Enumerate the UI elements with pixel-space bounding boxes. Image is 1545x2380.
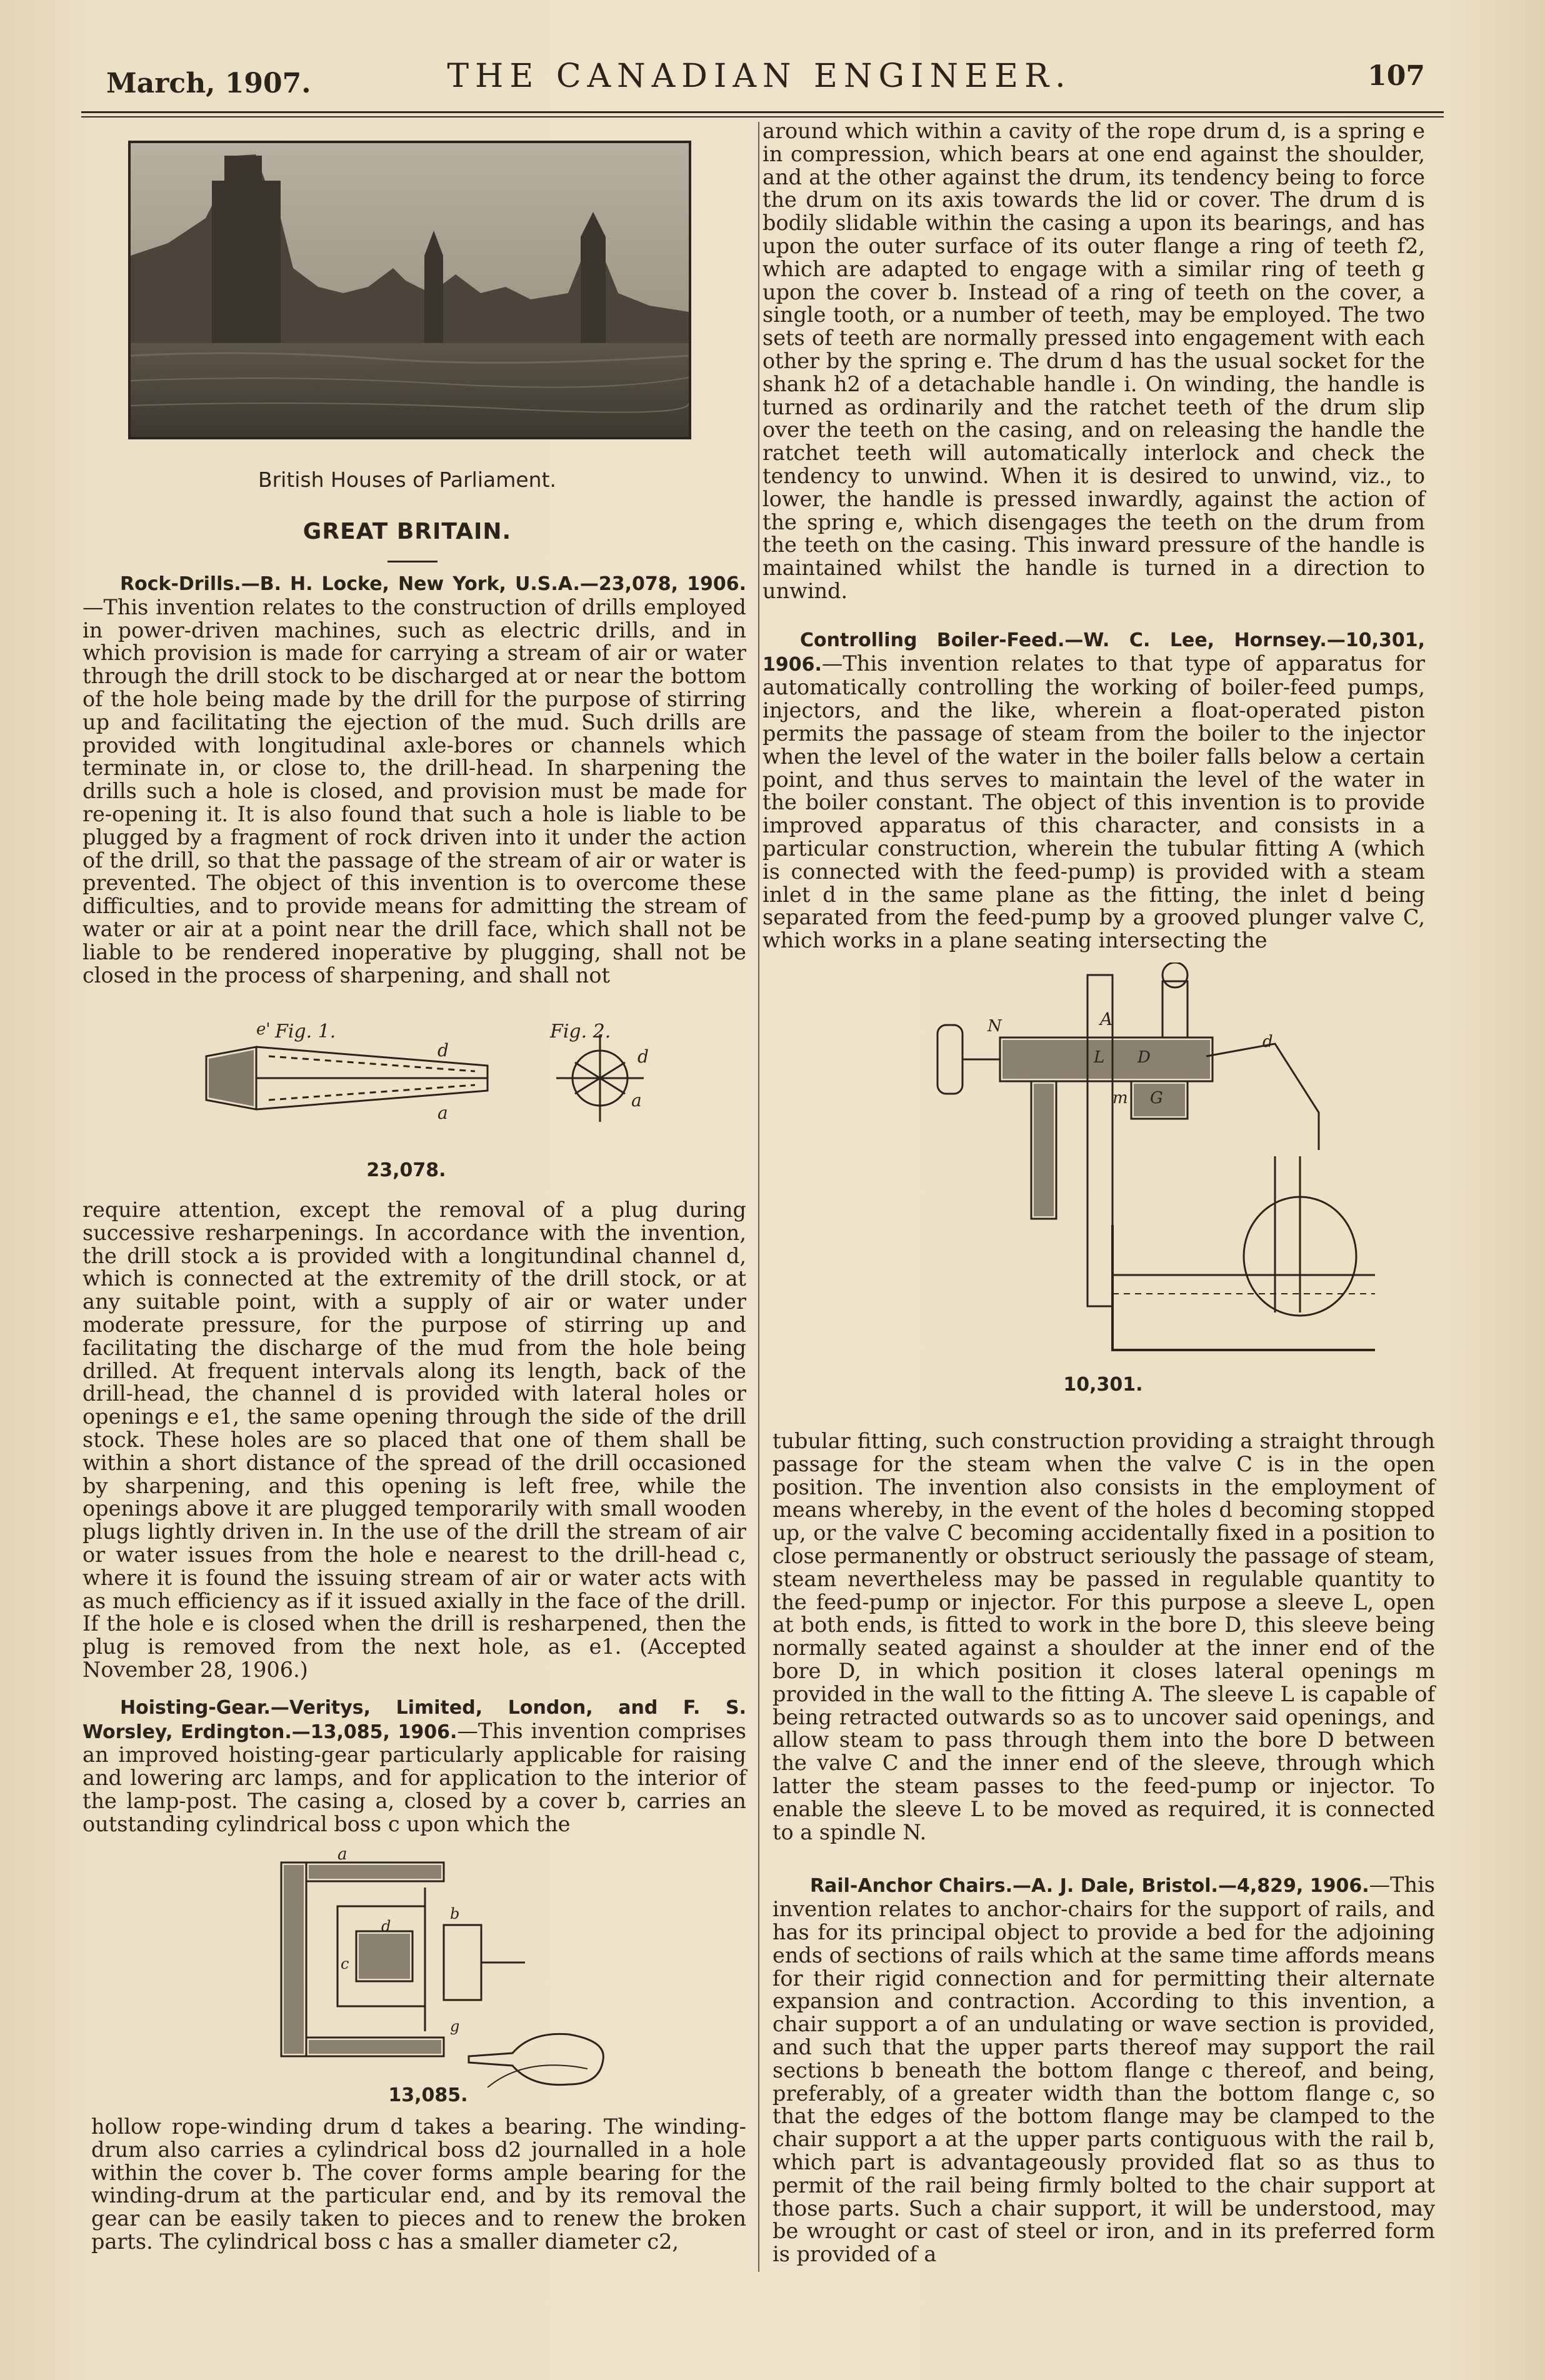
fig2-label: Fig. 2. [550,1021,611,1042]
boiler-text1: —This invention relates to that type of apparatus for automatically controlling the working of boiler-feed pumps, injectors, and the like, wherein a float-operated piston permits the passage of steam from the boiler to the injector when the level of the water in the boiler falls below a certain point, and thus serves to maintain the level of the water in the boiler constant. The object of this invention is to provide improved apparatus of this character, and consists in a particular construction, wherein the tubular fitting A (which is connected with the feed-pump) is provided with a steam inlet d in the same plane as the fitting, the inlet d being separated from the feed-pump by a grooved plunger valve C, which works in a plane seating intersecting the [762,651,1425,953]
svg-text:L: L [1094,1048,1105,1067]
hoisting-part2 [91,2116,746,2254]
fig-10301-drawing [925,962,1375,1362]
rock-drills-part2 [82,1199,746,1836]
page-header [88,50,1431,100]
rock-drills-text2: require attention, except the removal of a plug during successive resharpenings. In accordance with the invention, the drill stock a is provided with a longitundinal channel d, which is connected at the extremity of the drill stock, or at any suitable point, with a supply of air or water under moderate pressure, for the purpose of stirring up and facilitating the discharge of the mud from the hole being drilled. At frequent intervals along its length, back of the drill-head, the channel d is provided with lateral holes or openings e e1, the same opening through the side of the drill stock. These holes are so placed that one of them shall be within a short distance of the spread of the drill occasioned by sharpening, and this opening is left free, while the openings above it are plugged temporarily with small wooden plugs lightly driven in. In the use of the drill the stream of air or water issues from the hole e nearest to the drill-head c, where it is found the issuing stream of air or water acts with as much efficiency as if it issued axially in the face of the drill. If the hole e is closed when the drill is resharpened, then the plug is removed from the next hole, as e1. (Accepted November 28, 1906.) [82,1198,746,1682]
rock-drills-part1 [82,572,746,987]
parliament-illustration [131,143,689,437]
fig-23078-drawing [200,1019,662,1144]
rail-heading: Rail-Anchor Chairs.—A. J. Dale, Bristol.—4,829, 1906. [810,1875,1369,1898]
hoisting-text3: around which within a cavity of the rope drum d, is a spring e in compression, which bears at one end against the shoulder, and at the other against the drum, its tendency being to force the drum on its axis towards the lid or cover. The drum d is bodily slidable within the casing a upon its bearings, and has upon the outer surface of its outer flange a ring of teeth f2, which are adapted to engage with a similar ring of teeth g upon the cover b. Instead of a ring of teeth on the cover, a single tooth, or a number of teeth, may be employed. The two sets of teeth are normally pressed into engagement with each other by the spring e. The drum d has the usual socket for the shank h2 of a detachable handle i. On winding, the handle is turned as ordinarily and the ratchet teeth of the drum slip over the teeth on the casing, and on releasing the handle the ratchet teeth will automatically interlock and check the tendency to unwind. When it is desired to unwind, viz., to lower, the handle is pressed inwardly, against the action of the spring e, which disengages the teeth on the drum from the teeth on the casing. This inward pressure of the handle is maintained whilst the handle is turned in a direction to unwind. [762,119,1425,603]
hoisting-text2: hollow rope-winding drum d takes a bearing. The winding-drum also carries a cylindrical boss d2 journalled in a hole within the cover b. The cover forms ample bearing for the winding-drum at the particular end, and by its removal the gear can be easily taken to pieces and to renew the broken parts. The cylindrical boss c has a smaller diameter c2, [91,2114,746,2254]
svg-text:g: g [450,2018,460,2035]
svg-text:c: c [341,1955,349,1972]
photo-caption: British Houses of Parliament. [258,468,557,492]
svg-text:G: G [1150,1089,1163,1108]
handle-drawing [462,2025,612,2094]
hoisting-heading: Hoisting-Gear.—Veritys, Limited, London, and F. S. Worsley, Erdington.—13,085, 1906. [82,1696,746,1743]
fig-10301-number: 10,301. [1063,1374,1143,1396]
parliament-photo [128,141,691,439]
journal-title: THE CANADIAN ENGINEER. [447,58,1072,95]
rail-text1: —This invention relates to anchor-chairs for the support of rails, and has for its principal object to provide a bed for the adjoining ends of sections of rails which at the same time affords means for their rigid connection and for permitting their alternate expansion and contraction. According to this invention, a chair support a of an undulating or wave section is provided, and such that the upper parts thereof may support the rail sections b beneath the bottom flange c thereof, and being, preferably, of a greater width than the bottom flange c, so that the edges of the bottom flange may be clamped to the chair support a at the upper parts contiguous with the rail b, which part is advantageously provided flat so as thus to permit of the rail being firmly bolted to the chair support at those parts. Such a chair support, it will be understood, may be wrought or cast of steel or iron, and in its preferred form is provided of a [772,1872,1435,2267]
fig-23078-number: 23,078. [366,1159,446,1181]
issue-date: March, 1907. [106,68,311,99]
boiler-heading: Controlling Boiler-Feed.—W. C. Lee, Hornsey.—10,301, 1906. [762,629,1425,676]
boiler-part2 [772,1430,1435,2266]
section-title: GREAT BRITAIN. [302,519,512,544]
fig1-label: Fig. 1. [275,1021,336,1042]
svg-text:d: d [438,1040,449,1061]
svg-text:b: b [450,1905,460,1922]
svg-text:D: D [1138,1048,1151,1067]
svg-text:N: N [988,1017,1002,1036]
svg-text:m: m [1112,1089,1128,1108]
rock-drills-heading: Rock-Drills.—B. H. Locke, New York, U.S.A.—23,078, 1906. [120,573,746,595]
fig-13085-number: 13,085. [388,2084,468,2106]
svg-text:d: d [381,1918,391,1935]
svg-text:a: a [631,1090,642,1111]
header-rule-bottom [81,116,1444,118]
svg-text:d: d [1262,1032,1273,1051]
hoisting-text1: —This invention comprises an improved hoisting-gear particularly applicable for raising and lowering arc lamps, and for application to the interior of the lamp-post. The casing a, closed by a cover b, carries an outstanding cylindrical boss c upon which the [82,1718,746,1836]
svg-text:e': e' [256,1020,271,1039]
section-rule [388,561,438,562]
hoisting-part3 [762,120,1425,952]
boiler-text2: tubular fitting, such construction providing a straight through passage for the steam when the valve C is in the open position. The invention also consists in the employment of means whereby, in the event of the holes d becoming stopped up, or the valve C becoming accidentally fixed in a position to close permanently or obstruct seriously the passage of steam, steam nevertheless may be passed in regulable quantity to the feed-pump or injector. For this purpose a sleeve L, open at both ends, is fitted to work in the bore D, this sleeve being normally seated against a shoulder at the inner end of the bore D, in which position it closes lateral openings m provided in the wall to the fitting A. The sleeve L is capable of being retracted outwards so as to uncover said openings, and allow steam to pass through them into the bore D between the valve C and the inner end of the sleeve, through which latter the steam passes to the feed-pump or injector. To enable the sleeve L to be moved as required, it is connected to a spindle N. [772,1429,1435,1844]
svg-text:A: A [1100,1009,1113,1029]
header-rule-top [81,111,1444,113]
svg-text:a: a [338,1850,348,1864]
column-divider [758,122,759,2272]
rock-drills-text1: —This invention relates to the construction of drills employed in power-driven machines, such as electric drills, and in which provision is made for carrying a stream of air or water through the drill stock to be discharged at or near the bottom of the hole being made by the drill for the purpose of stirring up and facilitating the ejection of the mud. Such drills are provided with longitudinal axle-bores or channels which terminate in, or close to, the drill-head. In sharpening the drills such a hole is closed, and provision must be made for re-opening it. It is also found that such a hole is liable to be plugged by a fragment of rock driven into it under the action of the drill, so that the passage of the stream of air or water is prevented. The object of this invention is to overcome these difficulties, and to provide means for admitting the stream of water or air at a point near the drill face, which shall not be liable to be rendered inoperative by plugging, shall not be closed in the process of sharpening, and shall not [82,594,746,988]
svg-text:a: a [438,1102,448,1123]
page-number: 107 [1368,60,1425,92]
svg-text:d: d [638,1046,649,1067]
